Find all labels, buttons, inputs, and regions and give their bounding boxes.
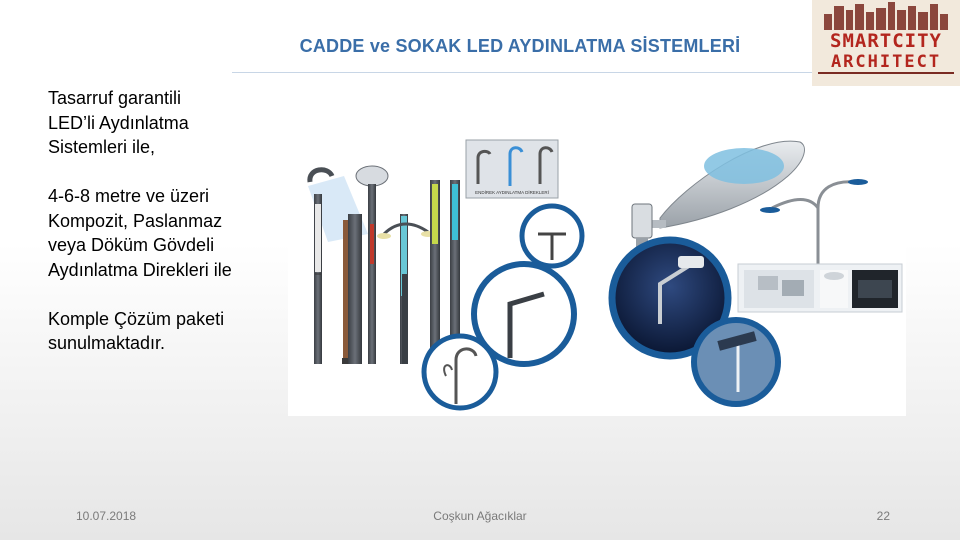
text-line: Komple Çözüm paketi (48, 308, 225, 329)
street-lighting-products-image (288, 124, 906, 416)
text-line: Sistemleri ile, (48, 137, 156, 157)
decorative-poles-group (308, 140, 582, 408)
text-line: Kompozit, Paslanmaz (48, 210, 223, 231)
smartcity-architect-logo (812, 0, 960, 86)
paragraph-solution (48, 307, 288, 356)
text-line: veya Döküm Gövdeli (48, 235, 215, 255)
title-divider (232, 72, 814, 73)
slide-title: CADDE ve SOKAK LED AYDINLATMA SİSTEMLERİ (299, 36, 741, 56)
led-street-lights-group (612, 141, 902, 404)
text-line: Tasarruf garantili (48, 88, 182, 108)
slide-number: 22 (876, 509, 890, 523)
footer-author: Coşkun Ağacıklar (433, 509, 527, 523)
paragraph-poles (48, 184, 288, 282)
text-line: Aydınlatma Direkleri ile (48, 259, 232, 280)
paragraph-savings (48, 86, 288, 160)
body-text (48, 86, 288, 380)
logo-text-smartcity: SMARTCITY (830, 30, 942, 52)
text-line: 4-6-8 metre ve üzeri (48, 186, 210, 206)
text-line: sunulmaktadır. (48, 333, 166, 353)
inset-label: ENDİREK AYDINLATMA DİREKLERİ (475, 190, 549, 195)
footer-date: 10.07.2018 (76, 509, 137, 523)
logo-text-architect: ARCHITECT (830, 52, 942, 72)
text-line: LED’li Aydınlatma (48, 112, 189, 133)
